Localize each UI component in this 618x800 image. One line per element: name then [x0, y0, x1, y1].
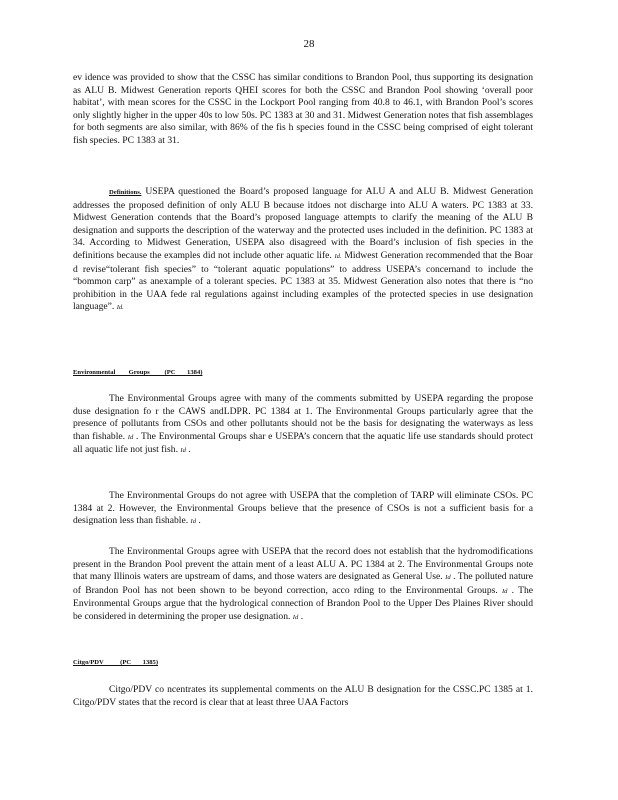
- paragraph-env-groups-3: [73, 546, 533, 625]
- citation-id: Id: [501, 587, 508, 595]
- paragraph-text: The Environmental Groups agree with USEPA that the record does not establish that the hydromodifications present in the Brandon Pool prevent the attain ment of a least ALU A. PC 1384 at 2. The Environmental Groups note that many Illinois waters are upstream of dams, and those waters are designated as General Use.: [73, 546, 533, 583]
- paragraph-text: .: [185, 444, 191, 456]
- citation-id: Id: [445, 574, 451, 582]
- citation-id: Id: [292, 613, 299, 621]
- paragraph-text: Citgo/PDV co ncentrates its supplemental comments on the ALU B designation for the CSSC.PC 1385 at 1. Citgo/PDV states that the record is clear that at least three UAA Factors: [73, 684, 533, 708]
- paragraph-text: .: [196, 515, 201, 527]
- citation-id: Id.: [116, 304, 124, 312]
- paragraph-text: The Environmental Groups do not agree with USEPA that the completion of TARP will eliminate CSOs. PC 1384 at 2. However, the Environmental Groups believe that the presence of CSOs is not a sufficient basis for a designation less than fishable.: [73, 490, 533, 527]
- paragraph-text: Midwest Generation recommended that the Boar d revise“tolerant fish species” to “tolerant aquatic populations” to address USEPA’s concernand to include the “bommon carp” as anexample of a tolerant species. PC 1383 at 35. Midwest Generation also notes that there is “no prohibition in the UAA fede ral regulations against including examples of the protected species in use designation language”.: [73, 249, 533, 313]
- citation-id: Id: [127, 433, 134, 441]
- citation-id: Id: [190, 518, 197, 526]
- paragraph-definitions: [73, 186, 533, 315]
- citation-id: Id.: [334, 252, 342, 260]
- page-number: 28: [303, 38, 315, 50]
- paragraph-text: . The polluted nature of Brandon Pool has not been shown to be beyond correction, acco rding to the Environmental Groups.: [73, 571, 533, 596]
- paragraph-env-groups-2: [73, 490, 533, 529]
- section-lead-definitions: Definitions.: [109, 189, 142, 196]
- heading-citgo-pdv: Citgo/PDV (PC 1385): [73, 659, 159, 666]
- paragraph-text: . The Environmental Groups argue that the hydrological connection of Brandon Pool to the Upper Des Plaines River should be considered in determining the proper use designation.: [73, 584, 533, 622]
- paragraph-text: ev idence was provided to show that the CSSC has similar conditions to Brandon Pool, thus supporting its designation as ALU B. Midwest Generation reports QHEI scores for both the CSSC and Brandon Pool showing ‘overall poor habitat’, with mean scores for the CSSC in the Lockport Pool ranging from 40.8 to 46.1, with Brandon Pool’s scores only slightly higher in the upper 40s to low 50s. PC 1383 at 30 and 31. Midwest Generation notes that fish assemblages for both segments are also similar, with 86% of the fis h species found in the CSSC being comprised of eight tolerant fish species. PC 1383 at 31.: [73, 72, 533, 146]
- paragraph-citgo-pdv: [73, 684, 533, 709]
- citation-id: Id: [180, 447, 186, 455]
- paragraph-text: .: [298, 610, 304, 622]
- heading-environmental-groups: Environmental Groups (PC 1384): [73, 369, 203, 376]
- paragraph-text: . The Environmental Groups shar e USEPA’s concern that the aquatic life use standards should protect all aquatic life not just fish.: [73, 430, 533, 456]
- paragraph-text: USEPA questioned the Board’s proposed language for ALU A and ALU B. Midwest Generation addresses the proposed definition of only ALU B because itdoes not discharge into ALU A waters. PC 1383 at 33. Midwest Generation contends that the Board’s proposed language attempts to clarify the meaning of the ALU B designation and supports the description of the waterway and the protected uses included in the definition. PC 1383 at 34. According to Midwest Generation, USEPA also disagreed with the Board’s inclusion of fish species in the definitions because the examples did not include other aquatic life.: [73, 186, 533, 261]
- paragraph-env-groups-1: [73, 393, 533, 458]
- paragraph-text: The Environmental Groups agree with many of the comments submitted by USEPA regarding the propose duse designation fo r the CAWS andLDPR. PC 1384 at 1. The Environmental Groups particularly agree that the presence of pollutants from CSOs and other pollutants should not be the basis for designating the waterways as less than fishable.: [73, 393, 533, 442]
- paragraph-habitat: [73, 72, 533, 148]
